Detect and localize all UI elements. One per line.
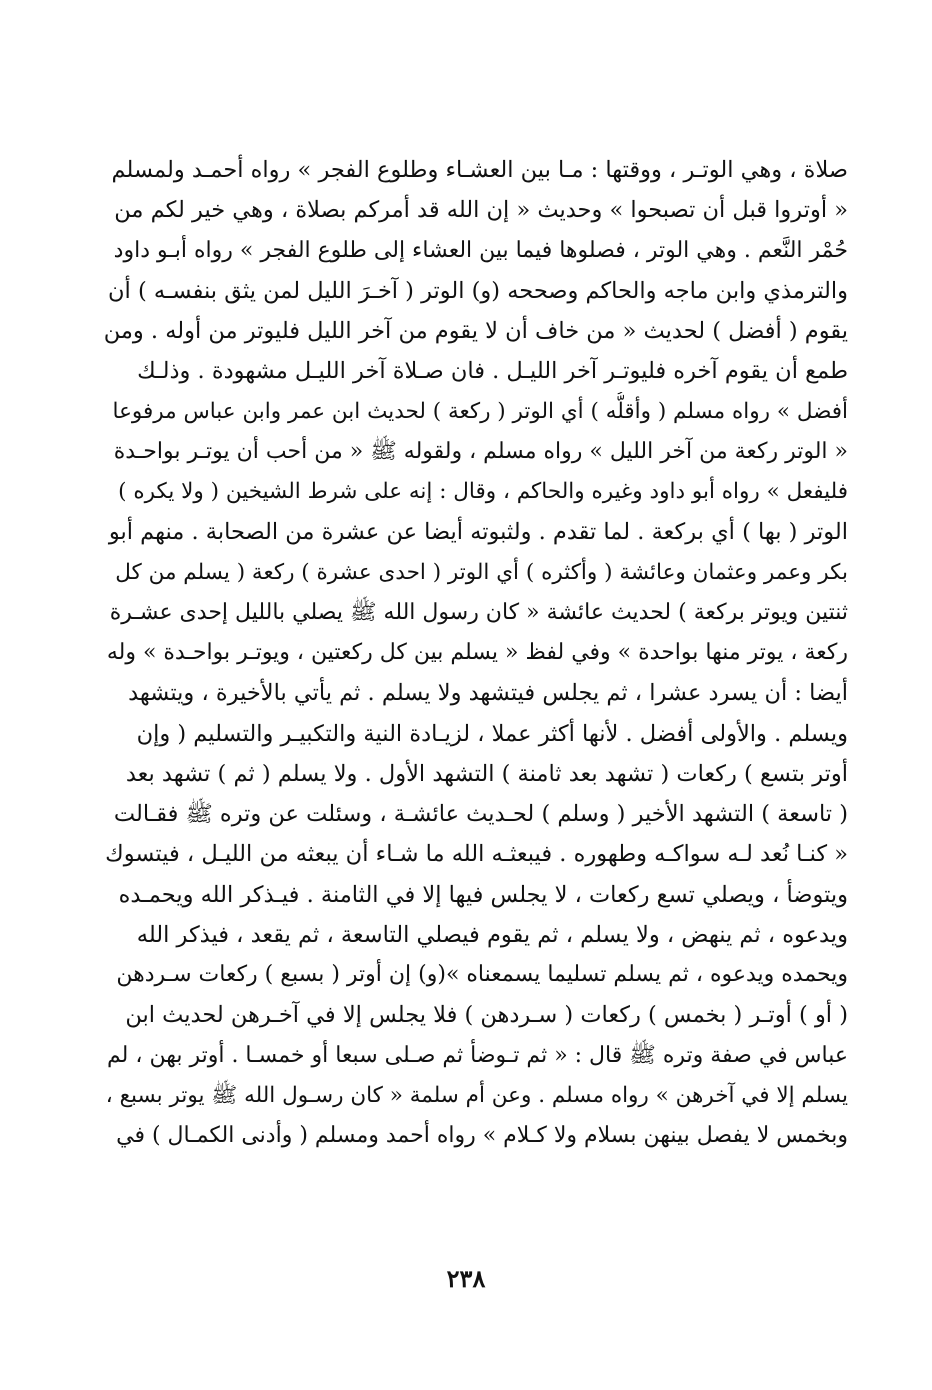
text-line: والترمذي وابن ماجه والحاكم وصححه (و) الوتر ( آخـرَ الليل لمن يثق بنفسـه ) أن: [108, 277, 848, 304]
text-line: بكر وعمر وعثمان وعائشة ( وأكثره ) أي الوتر ( احدى عشرة ) ركعة ( يسلم من كل: [115, 559, 848, 585]
text-line: طمع أن يقوم آخره فليوتـر آخر الليـل . فان صـلاة آخر الليـل مشهودة . وذلـك: [137, 358, 848, 385]
text-line: الوتر ( بها ) أي بركعة . لما تقدم . ولثبوته أيضا عن عشرة من الصحابة . منهم أبو: [108, 519, 848, 546]
text-line: يسلم إلا في آخرهن » رواه مسلم . وعن أم سلمة « كان رسـول الله ﷺ يوتر بسبع ،: [105, 1082, 848, 1108]
text-line: أفضل » رواه مسلم ( وأقلُّه ) أي الوتر ( ركعة ) لحديث ابن عمر وابن عباس مرفوعا: [112, 398, 848, 424]
text-line: ويدعوه ، ثم ينهض ، ولا يسلم ، ثم يقوم فيصلي التاسعة ، ثم يقعد ، فيذكر الله: [136, 921, 848, 948]
text-line: ( أو ) أوتـر ( بخمس ) ركعات ( سـردهن ) فلا يجلس إلا في آخـرهن لحديث ابن: [125, 1002, 848, 1029]
text-line: ويتوضأ ، ويصلي تسع ركعات ، لا يجلس فيها إلا في الثامنة . فيـذكر الله ويحمـده: [118, 881, 848, 908]
text-line: حُمْر النَّعم . وهي الوتر ، فصلوها فيما بين العشاء إلى طلوع الفجر » رواه أبـو داود: [113, 237, 848, 263]
text-line: فليفعل » رواه أبو داود وغيره والحاكم ، وقال : إنه على شرط الشيخين ( ولا يكره ): [118, 479, 848, 504]
text-line: ( تاسعة ) التشهد الأخير ( وسلم ) لحـديث عائشـة ، وسئلت عن وتره ﷺ فقـالت: [113, 801, 848, 827]
text-line: « أوتروا قبل أن تصبحوا » وحديث « إن الله قد أمركم بصلاة ، وهي خير لكم من: [114, 197, 848, 224]
text-line: ركعة ، يوتر منها بواحدة » وفي لفظ « يسلم بين كل ركعتين ، ويوتـر بواحـدة » وله: [106, 640, 848, 665]
text-line: ويسلم . والأولى أفضل . لأنها أكثر عملا ، لزيـادة النية والتكبيـر والتسليم ( وإن: [136, 720, 848, 747]
page-number: ٢٣٨: [446, 1264, 486, 1293]
text-line: ثنتين ويوتر بركعة ) لحديث عائشة « كان رسول الله ﷺ يصلي بالليل إحدى عشـرة: [109, 599, 848, 625]
text-line: صلاة ، وهي الوتـر ، ووقتها : مـا بين العشـاء وطلوع الفجر » رواه أحمـد ولمسلم: [111, 157, 848, 183]
text-line: « كنـا نُعد لـه سواكـه وطهوره . فيبعثـه الله ما شـاء أن يبعثه من الليـل ، فيتسوك: [105, 841, 848, 868]
text-line: أيضا : أن يسرد عشرا ، ثم يجلس فيتشهد ولا يسلم . ثم يأتي بالأخيرة ، ويتشهد: [128, 680, 848, 707]
text-line: ويحمده ويدعوه ، ثم يسلم تسليما يسمعناه »(و) إن أوتر ( بسبع ) ركعات سـردهن: [116, 962, 848, 987]
body-text: [104, 150, 848, 1156]
text-line: « الوتر ركعة من آخر الليل » رواه مسلم ، ولقوله ﷺ « من أحب أن يوتـر بواحـدة: [113, 438, 848, 464]
text-line: وبخمس لا يفصل بينهن بسلام ولا كـلام » رواه أحمد ومسلم ( وأدنى الكمـال ) في: [116, 1123, 848, 1148]
text-line: يقوم ( أفضل ) لحديث « من خاف أن لا يقوم من آخر الليل فليوتر من أوله . ومن: [104, 318, 848, 344]
text-line: عباس في صفة وتره ﷺ قال : « ثم تـوضأ ثم صـلى سبعا أو خمسـا . أوتر بهن ، لم: [107, 1042, 848, 1068]
text-line: أوتر بتسع ) ركعات ( تشهد بعد ثامنة ) التشهد الأول . ولا يسلم ( ثم ) تشهد بعد: [125, 760, 848, 787]
